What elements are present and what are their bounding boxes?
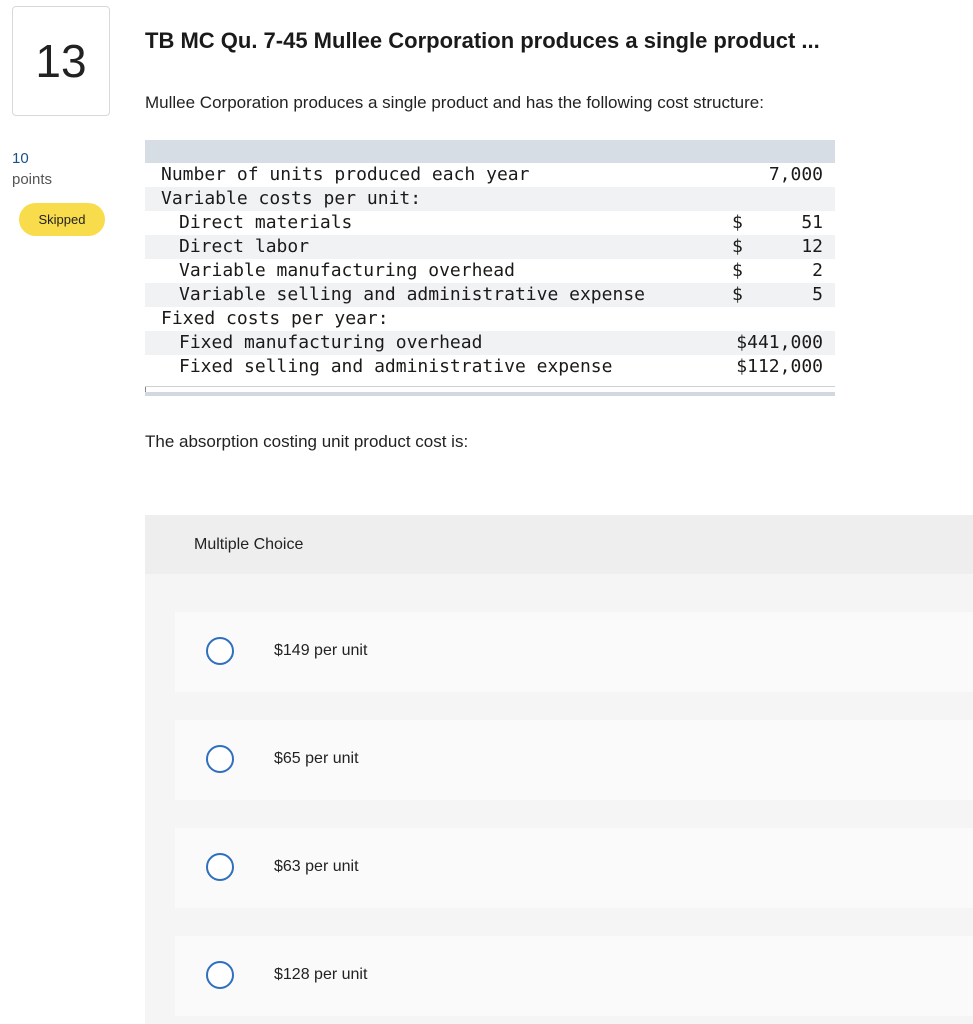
cost-row-label: Variable costs per unit: [161, 188, 422, 209]
question-title: TB MC Qu. 7-45 Mullee Corporation produces a single product ... [145, 28, 820, 53]
points-label: points [12, 171, 53, 188]
cost-row-value: $112,000 [736, 356, 823, 377]
cost-row-direct-labor [145, 235, 835, 259]
cost-row-value: 5 [812, 284, 823, 305]
cost-row-label: Direct labor [179, 236, 310, 257]
currency-symbol: $ [732, 284, 743, 305]
status-badge: Skipped [19, 203, 105, 236]
cost-table-footer [145, 386, 835, 396]
cost-row-label: Fixed selling and administrative expense [179, 356, 613, 377]
cost-row-fixed-overhead [145, 331, 835, 355]
cost-row-fixed-selling [145, 355, 835, 379]
radio-button-icon[interactable] [206, 961, 234, 989]
currency-symbol: $ [732, 260, 743, 281]
cost-row-value: 7,000 [768, 164, 823, 185]
cost-row-label: Fixed manufacturing overhead [179, 332, 483, 353]
radio-button-icon[interactable] [206, 853, 234, 881]
points-value: 10 [12, 150, 29, 167]
cost-row-label: Number of units produced each year [161, 164, 530, 185]
radio-button-icon[interactable] [206, 745, 234, 773]
question-number-box [12, 6, 110, 116]
cost-row-label: Variable manufacturing overhead [179, 260, 515, 281]
choice-option-label: $128 per unit [274, 966, 368, 983]
cost-row-label: Direct materials [179, 212, 353, 233]
cost-row-value: 2 [812, 260, 823, 281]
cost-row-variable-overhead [145, 259, 835, 283]
currency-symbol: $ [732, 236, 743, 257]
choice-option-label: $63 per unit [274, 858, 359, 875]
cost-row-variable-heading [145, 187, 835, 211]
radio-button-icon[interactable] [206, 637, 234, 665]
choice-option-3[interactable] [175, 828, 973, 908]
cost-row-variable-selling [145, 283, 835, 307]
cost-row-fixed-heading [145, 307, 835, 331]
question-number: 13 [35, 35, 87, 87]
cost-table-header [145, 140, 835, 163]
cost-row-direct-materials [145, 211, 835, 235]
cost-row-units [145, 163, 835, 187]
choice-option-label: $149 per unit [274, 642, 368, 659]
multiple-choice-label: Multiple Choice [194, 536, 304, 553]
cost-row-value: 51 [801, 212, 823, 233]
choice-option-1[interactable] [175, 612, 973, 692]
choice-option-label: $65 per unit [274, 750, 359, 767]
multiple-choice-header [145, 515, 973, 574]
question-intro: Mullee Corporation produces a single product and has the following cost structure: [145, 93, 764, 112]
question-prompt: The absorption costing unit product cost is: [145, 432, 469, 451]
cost-row-label: Fixed costs per year: [161, 308, 389, 329]
cost-row-value: $441,000 [736, 332, 823, 353]
choice-option-2[interactable] [175, 720, 973, 800]
multiple-choice-panel [145, 515, 973, 1024]
cost-structure-table [145, 140, 835, 379]
currency-symbol: $ [732, 212, 743, 233]
cost-row-label: Variable selling and administrative expense [179, 284, 645, 305]
cost-row-value: 12 [801, 236, 823, 257]
choice-option-4[interactable] [175, 936, 973, 1016]
